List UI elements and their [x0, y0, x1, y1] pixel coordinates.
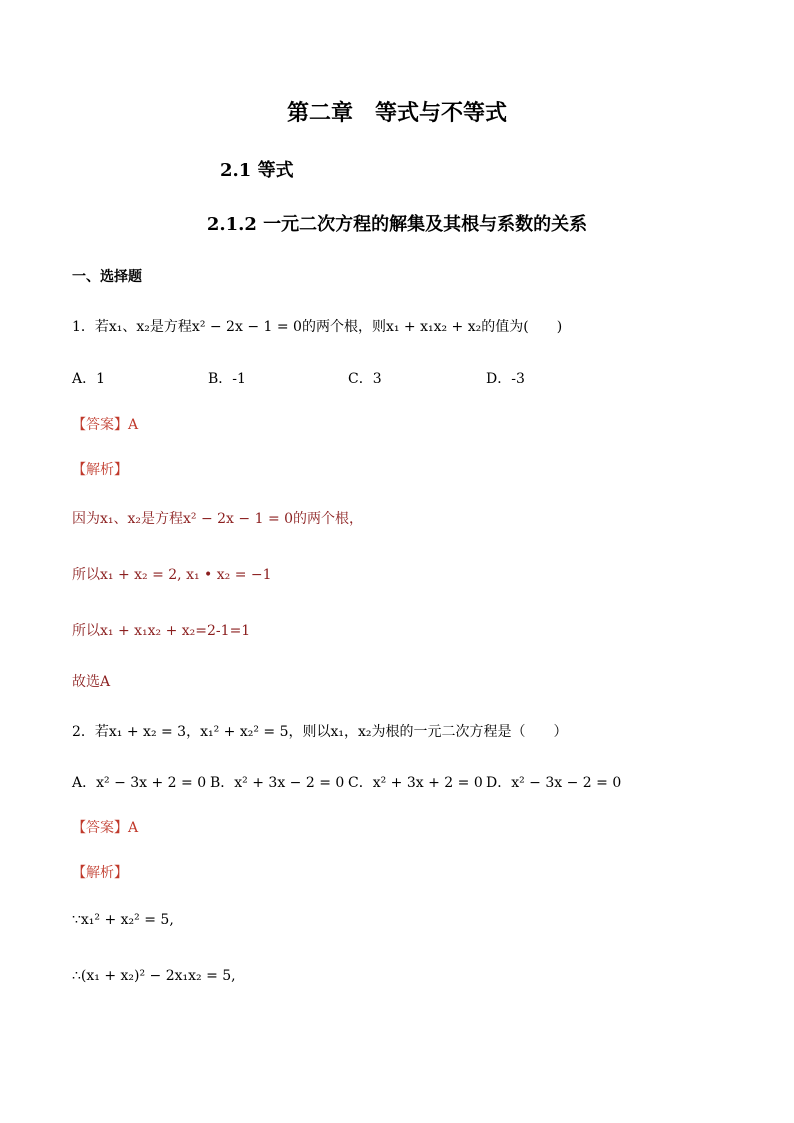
section-title: 2.1 等式	[220, 160, 294, 181]
q2-option-b: B．x² + 3x − 2 = 0	[210, 775, 345, 791]
q1-analysis-line-3: 所以x₁ + x₁x₂ + x₂=2-1=1	[72, 623, 251, 639]
q2-answer: 【答案】A	[72, 820, 139, 836]
q2-analysis-line-2: ∴(x₁ + x₂)² − 2x₁x₂ = 5,	[72, 968, 236, 984]
subsection-title: 2.1.2 一元二次方程的解集及其根与系数的关系	[206, 214, 588, 235]
q2-option-a: A．x² − 3x + 2 = 0	[72, 775, 207, 791]
q1-stem: 1．若x₁、x₂是方程x² − 2x − 1 = 0的两个根，则x₁ + x₁x₂ + x₂的值为( )	[72, 319, 563, 335]
q2-stem: 2．若x₁ + x₂ = 3，x₁² + x₂² = 5，则以x₁，x₂为根的一元二次方程是（ ）	[72, 724, 568, 740]
q1-answer: 【答案】A	[72, 417, 139, 433]
q1-analysis-line-1: 因为x₁、x₂是方程x² − 2x − 1 = 0的两个根，	[72, 511, 364, 527]
q1-option-a: A．1	[72, 371, 106, 387]
q2-analysis-label: 【解析】	[72, 865, 128, 881]
q2-option-d: D．x² − 3x − 2 = 0	[486, 775, 622, 791]
q1-analysis-line-4: 故选A	[72, 674, 111, 690]
chapter-title: 第二章 等式与不等式	[286, 100, 507, 126]
q1-analysis-line-2: 所以x₁ + x₂ = 2, x₁ • x₂ = −1	[72, 567, 272, 583]
q1-option-d: D．-3	[486, 371, 525, 387]
q1-analysis-label: 【解析】	[72, 462, 128, 478]
part-title: 一、选择题	[72, 269, 142, 285]
q2-analysis-line-1: ∵x₁² + x₂² = 5,	[72, 912, 174, 928]
q2-option-c: C．x² + 3x + 2 = 0	[348, 775, 483, 791]
q1-option-c: C．3	[348, 371, 382, 387]
q1-option-b: B．-1	[208, 371, 246, 387]
